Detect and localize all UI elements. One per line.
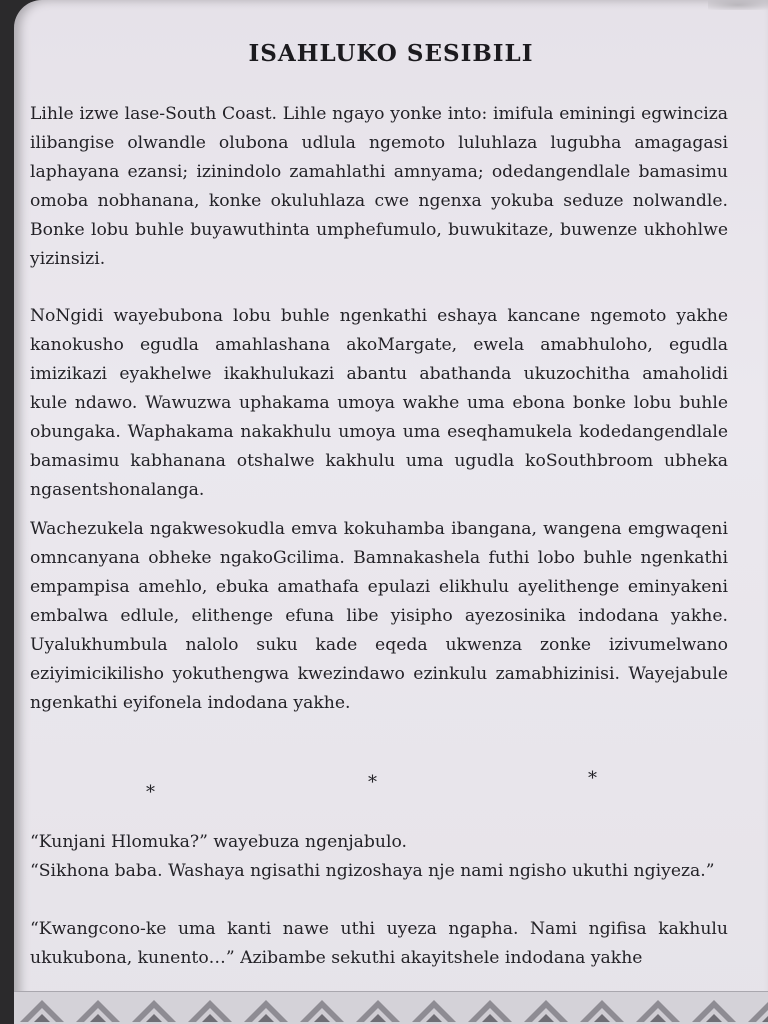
page-corner-shadow bbox=[708, 0, 768, 10]
paragraph-2: NoNgidi wayebubona lobu buhle ngenkathi eshaya kancane ngemoto yakhe kanokusho egudla amahlashana akoMargate, ewela amabhuloho, egudla imizikazi eyakhelwe ikakhulukazi abantu abathanda ukuzochitha amaholidi kule ndawo. Wawuzwa uphakama umoya wakhe uma ebona bonke lobu buhle obungaka. Waphakama nakakhulu umoya uma eseqhamukela kodedangendlale bamasimu kabhanana otshalwe kakhulu uma ugudla koSouthbroom ubheka ngasentshonalanga. bbox=[30, 306, 728, 500]
separator-star: * bbox=[146, 782, 155, 803]
dialogue-line-2: “Sikhona baba. Washaya ngisathi ngizoshaya nje nami ngisho ukuthi ngiyeza.” bbox=[30, 861, 715, 881]
chapter-title: ISAHLUKO SESIBILI bbox=[248, 40, 534, 67]
paragraph-1: Lihle izwe lase-South Coast. Lihle ngayo yonke into: imifula eminingi egwinciza ilibangise olwandle olubona udlula ngemoto luluhlaza lugubha amagagasi laphayana ezansi; izinindolo zamahlathi amnyama; odedangendlale bamasimu omoba nobhanana, konke okuluhlaza cwe ngenxa yokuba seduze nolwandle. Bonke lobu buhle buyawuthinta umphefumulo, buwukitaze, buwenze ukhohlwe yizinsizi. bbox=[30, 104, 728, 269]
paragraph-3: Wachezukela ngakwesokudla emva kokuhamba ibangana, wangena emgwaqeni omncanyana obheke ngakoGcilima. Bamnakashela futhi lobo buhle ngenkathi empampisa amehlo, ebuka amathafa epulazi elikhulu ayelithenge eminyakeni embalwa edlule, elithenge efuna libe yisipho ayezosinika indodana yakhe. Uyalukhumbula nalolo suku kade eqeda ukwenza zonke izivumelwano eziyimicikilisho yokuthengwa kwezindawo ezinkulu zamabhizinisi. Wayejabule ngenkathi eyifonela indodana yakhe. bbox=[30, 519, 728, 713]
book-page bbox=[14, 0, 768, 1024]
separator-star: * bbox=[368, 772, 377, 793]
triangle-pattern-icon bbox=[14, 992, 768, 1024]
dialogue-line-3: “Kwangcono-ke uma kanti nawe uthi uyeza ngapha. Nami ngifisa kakhulu ukukubona, kunento…” Azibambe sekuthi akayitshele indodana yakhe bbox=[30, 919, 728, 968]
section-separator bbox=[14, 768, 768, 803]
separator-star: * bbox=[588, 768, 597, 789]
dialogue-line-1: “Kunjani Hlomuka?” wayebuza ngenjabulo. bbox=[30, 832, 407, 852]
decorative-footer-border bbox=[14, 991, 768, 1024]
